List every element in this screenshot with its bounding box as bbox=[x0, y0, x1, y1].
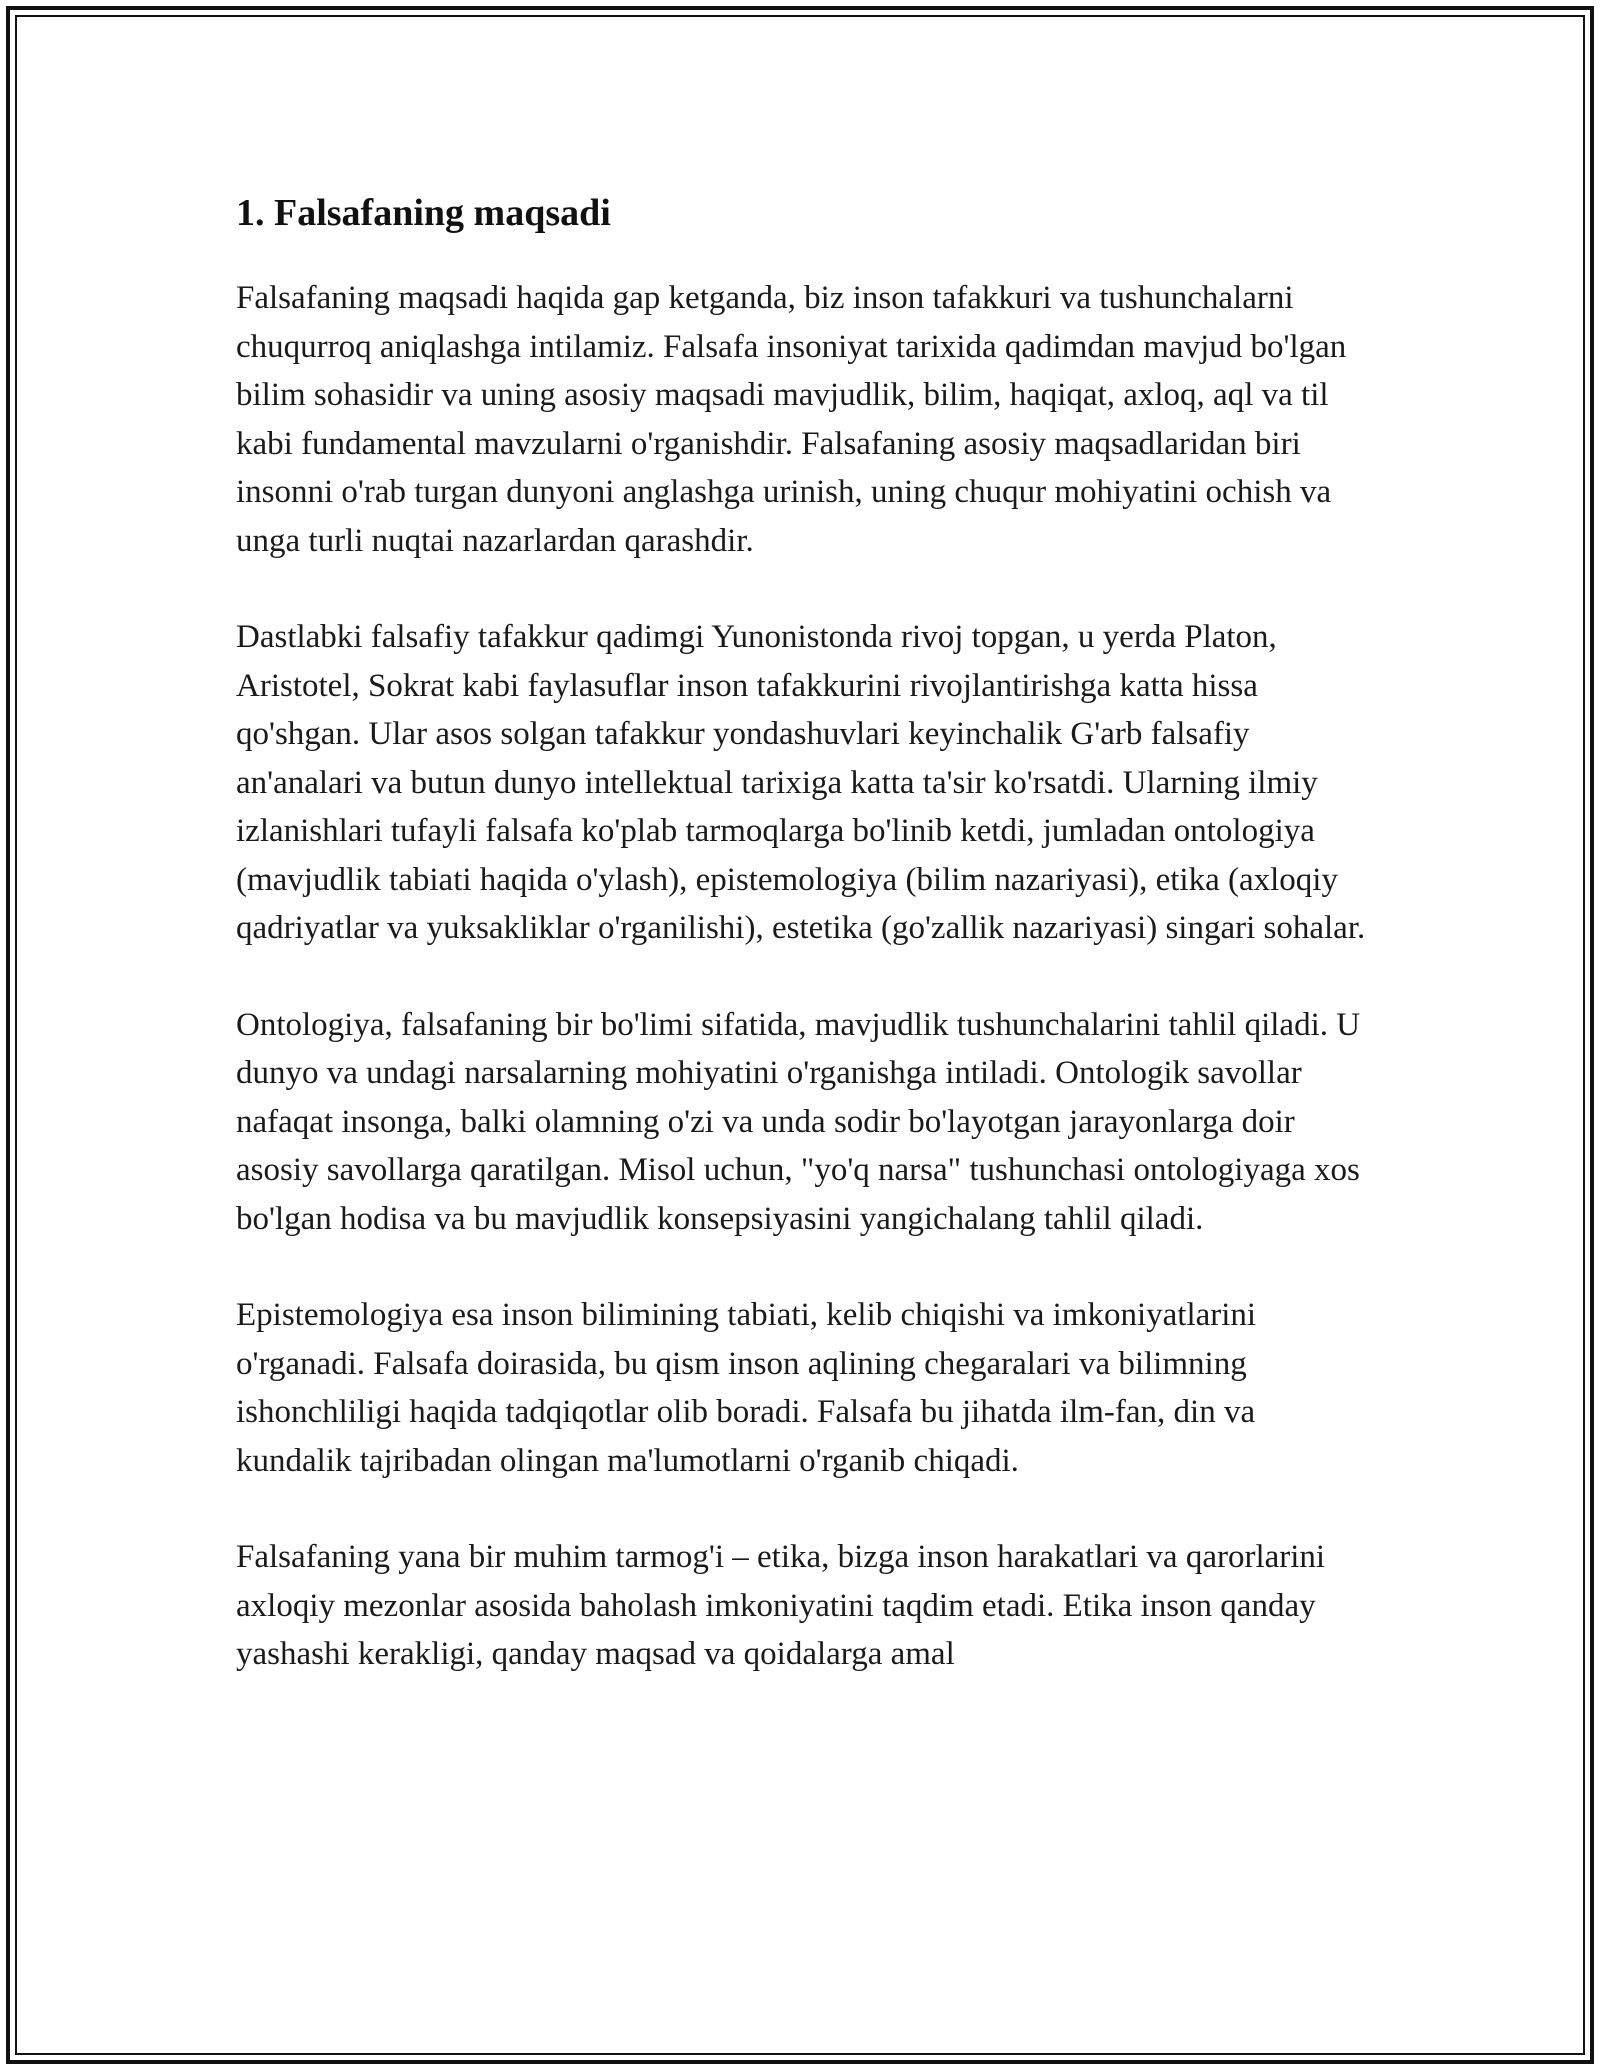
paragraph-purpose: Falsafaning maqsadi haqida gap ketganda, biz inson tafakkuri va tushunchalarni chuqurroq aniqlashga intilamiz. Falsafa insoniyat tarixida qadimdan mavjud bo'lgan bilim sohasidir va uning asosiy maqsadi mavjudlik, bilim, haqiqat, axloq, aql va til kabi fundamental mavzularni o'rganishdir. Falsafaning asosiy maqsadlaridan biri insonni o'rab turgan dunyoni anglashga urinish, uning chuqur mohiyatini ochish va unga turli nuqtai nazarlardan qarashdir. bbox=[236, 280, 1347, 559]
paragraph-ethics: Falsafaning yana bir muhim tarmog'i – etika, bizga inson harakatlari va qarorlarini axloqiy mezonlar asosida baholash imkoniyatini taqdim etadi. Etika inson qanday yashashi kerakligi, qanday maqsad va qoidalarga amal bbox=[236, 1539, 1326, 1672]
paragraph-ancient-greece: Dastlabki falsafiy tafakkur qadimgi Yunonistonda rivoj topgan, u yerda Platon, Aristotel, Sokrat kabi faylasuflar inson tafakkurini rivojlantirishga katta hissa qo'shgan. Ular asos solgan tafakkur yondashuvlari keyinchalik G'arb falsafiy an'analari va butun dunyo intellektual tarixiga katta ta'sir ko'rsatdi. Ularning ilmiy izlanishlari tufayli falsafa ko'plab tarmoqlarga bo'linib ketdi, jumladan ontologiya (mavjudlik tabiati haqida o'ylash), epistemologiya (bilim nazariyasi), etika (axloqiy qadriyatlar va yuksakliklar o'rganilishi), estetika (go'zallik nazariyasi) singari sohalar. bbox=[236, 619, 1366, 946]
document-body bbox=[236, 190, 1376, 1727]
paragraph-ontology: Ontologiya, falsafaning bir bo'limi sifatida, mavjudlik tushunchalarini tahlil qiladi. U dunyo va undagi narsalarning mohiyatini o'rganishga intiladi. Ontologik savollar nafaqat insonga, balki olamning o'zi va unda sodir bo'layotgan jarayonlarga doir asosiy savollarga qaratilgan. Misol uchun, "yo'q narsa" tushunchasi ontologiyaga xos bo'lgan hodisa va bu mavjudlik konsepsiyasini yangichalang tahlil qiladi. bbox=[236, 1006, 1361, 1237]
section-heading: 1. Falsafaning maqsadi bbox=[236, 192, 611, 234]
paragraph-epistemology: Epistemologiya esa inson bilimining tabiati, kelib chiqishi va imkoniyatlarini o'rganadi. Falsafa doirasida, bu qism inson aqlining chegaralari va bilimning ishonchliligi haqida tadqiqotlar olib boradi. Falsafa bu jihatda ilm-fan, din va kundalik tajribadan olingan ma'lumotlarni o'rganib chiqadi. bbox=[236, 1297, 1257, 1479]
